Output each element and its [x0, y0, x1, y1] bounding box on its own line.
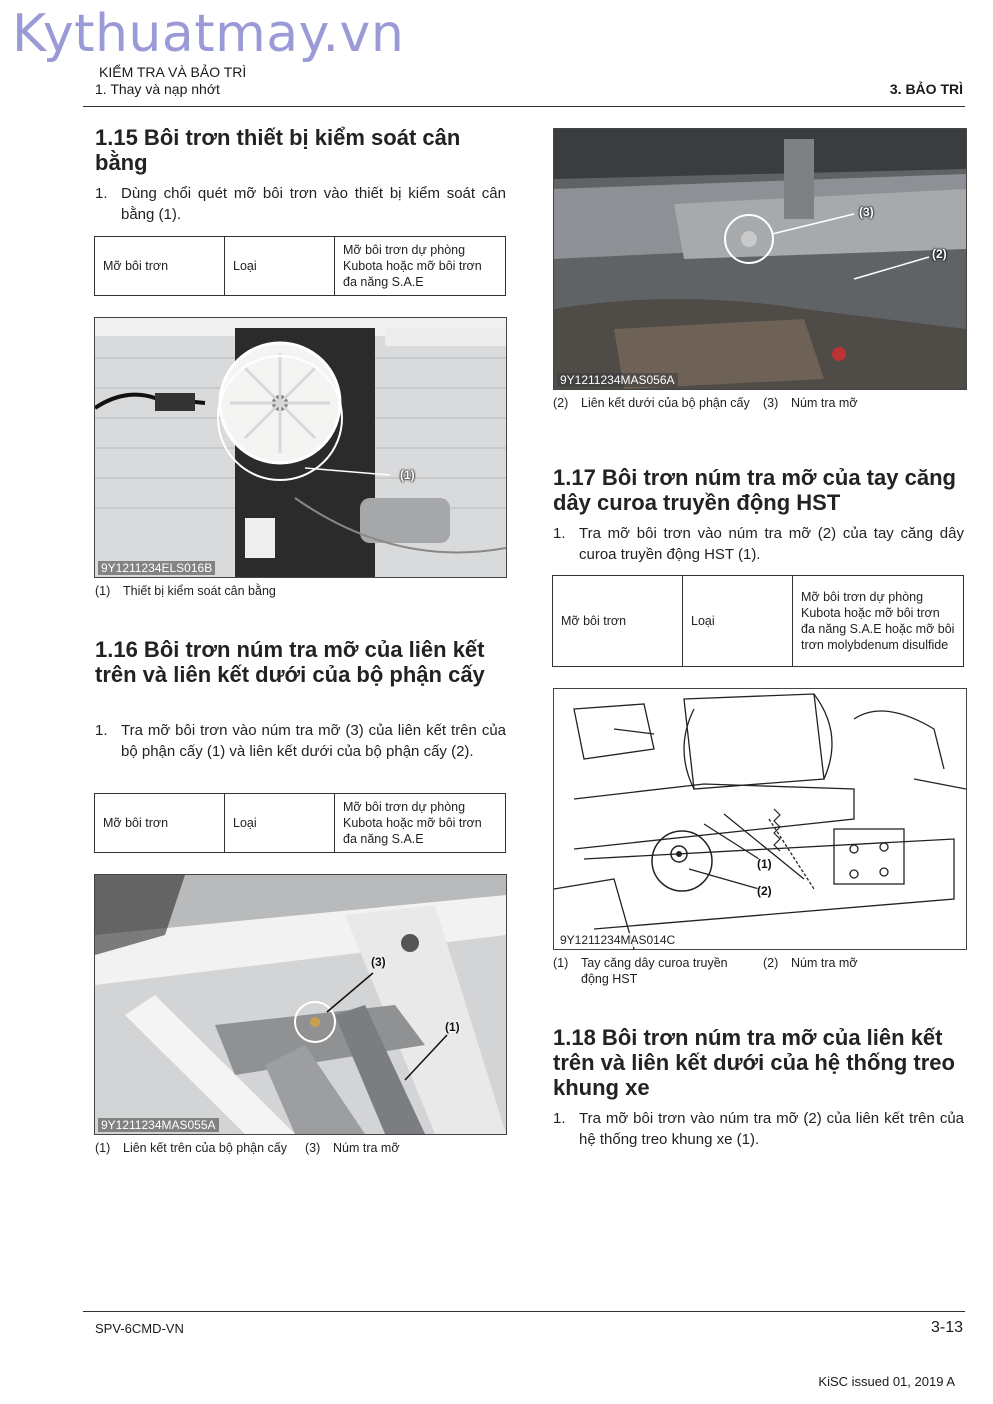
- photo-code: 9Y1211234MAS014C: [557, 933, 678, 947]
- caption-number: (1): [95, 584, 111, 598]
- callout-2: (2): [932, 247, 947, 261]
- caption-number: (1): [553, 956, 569, 970]
- callout-1: (1): [445, 1020, 460, 1034]
- callout-3: (3): [371, 955, 386, 969]
- caption-text: Liên kết dưới của bộ phận cấy: [581, 396, 750, 410]
- section-title-1-17: 1.17 Bôi trơn núm tra mỡ của tay căng dây curoa truyền động HST: [553, 465, 956, 515]
- step-number: 1.: [553, 1110, 566, 1127]
- diagram-hst-belt-tension-arm: [553, 688, 967, 950]
- section-title-1-15: 1.15 Bôi trơn thiết bị kiểm soát cân bằng: [95, 125, 461, 175]
- caption-number: (3): [763, 396, 779, 410]
- table-cell-grease: Mỡ bôi trơn: [95, 237, 225, 296]
- document-code: SPV-6CMD-VN: [95, 1321, 184, 1336]
- photo-planting-upper-link: [94, 874, 507, 1135]
- photo-code: 9Y1211234ELS016B: [98, 561, 215, 575]
- step-text: Tra mỡ bôi trơn vào núm tra mỡ (3) của liên kết trên của bộ phận cấy (1) và liên kết dưới của bộ phận cấy (2).: [121, 722, 506, 760]
- header-section-label: 3. BẢO TRÌ: [889, 81, 963, 97]
- caption-1-17-b: [763, 955, 963, 971]
- issue-note: KiSC issued 01, 2019 A: [818, 1374, 955, 1389]
- caption-number: (2): [553, 396, 569, 410]
- callout-2: (2): [757, 884, 772, 898]
- step-number: 1.: [95, 722, 108, 739]
- caption-text: Liên kết trên của bộ phận cấy: [123, 1141, 288, 1155]
- caption-1-16-a: [95, 1140, 300, 1156]
- caption-text: Núm tra mỡ: [333, 1141, 400, 1155]
- caption-text: Thiết bị kiểm soát cân bằng: [123, 584, 276, 598]
- step-1-17: [553, 524, 964, 565]
- table-cell-spec: Mỡ bôi trơn dự phòng Kubota hoặc mỡ bôi trơn đa năng S.A.E: [335, 237, 506, 296]
- step-text: Tra mỡ bôi trơn vào núm tra mỡ (2) của liên kết trên của hệ thống treo khung xe (1).: [579, 1110, 964, 1148]
- caption-text: Tay căng dây curoa truyền động HST: [581, 956, 728, 986]
- step-1-15: [95, 184, 506, 225]
- section-title-1-18: 1.18 Bôi trơn núm tra mỡ của liên kết trên và liên kết dưới của hệ thống treo khung xe: [553, 1025, 955, 1100]
- callout-3: (3): [859, 205, 874, 219]
- caption-number: (2): [763, 956, 779, 970]
- table-cell-spec: Mỡ bôi trơn dự phòng Kubota hoặc mỡ bôi trơn đa năng S.A.E: [335, 794, 506, 853]
- header-divider: [83, 106, 965, 107]
- step-text: Dùng chổi quét mỡ bôi trơn vào thiết bị kiểm soát cân bằng (1).: [121, 185, 506, 223]
- table-cell-type: Loại: [683, 576, 793, 667]
- callout-1: (1): [400, 468, 415, 482]
- table-cell-grease: Mỡ bôi trơn: [553, 576, 683, 667]
- watermark: Kythuatmay.vn: [12, 4, 405, 64]
- photo-code: 9Y1211234MAS055A: [98, 1118, 219, 1132]
- photo-level-control-device: [94, 317, 507, 578]
- grease-spec-table-1-15: [94, 236, 506, 296]
- caption-number: (1): [95, 1141, 111, 1155]
- photo-planting-lower-link: [553, 128, 967, 390]
- caption-text: Núm tra mỡ: [791, 956, 858, 970]
- step-number: 1.: [553, 525, 566, 542]
- table-cell-type: Loại: [225, 237, 335, 296]
- photo-code: 9Y1211234MAS056A: [557, 373, 678, 387]
- caption-1-16-d: [763, 395, 963, 411]
- step-1-16: [95, 721, 506, 762]
- page-number: 3-13: [930, 1319, 963, 1336]
- caption-1-16-b: [305, 1140, 505, 1156]
- header-chapter: KIỂM TRA VÀ BẢO TRÌ: [99, 64, 247, 80]
- step-1-18: [553, 1109, 964, 1150]
- footer-divider: [83, 1311, 965, 1312]
- caption-1-16-c: [553, 395, 758, 411]
- caption-1-15: [95, 583, 395, 599]
- table-cell-type: Loại: [225, 794, 335, 853]
- caption-text: Núm tra mỡ: [791, 396, 858, 410]
- step-number: 1.: [95, 185, 108, 202]
- table-cell-spec: Mỡ bôi trơn dự phòng Kubota hoặc mỡ bôi trơn đa năng S.A.E hoặc mỡ bôi trơn molybdenum disulfide: [793, 576, 964, 667]
- caption-number: (3): [305, 1141, 321, 1155]
- header-subsection: 1. Thay và nạp nhớt: [95, 81, 220, 97]
- step-text: Tra mỡ bôi trơn vào núm tra mỡ (2) của tay căng dây curoa truyền động HST (1).: [579, 525, 964, 563]
- grease-spec-table-1-16: [94, 793, 506, 853]
- caption-1-17-a: [553, 955, 758, 987]
- section-title-1-16: 1.16 Bôi trơn núm tra mỡ của liên kết trên và liên kết dưới của bộ phận cấy: [95, 637, 485, 687]
- callout-1: (1): [757, 857, 772, 871]
- table-cell-grease: Mỡ bôi trơn: [95, 794, 225, 853]
- grease-spec-table-1-17: [552, 575, 964, 667]
